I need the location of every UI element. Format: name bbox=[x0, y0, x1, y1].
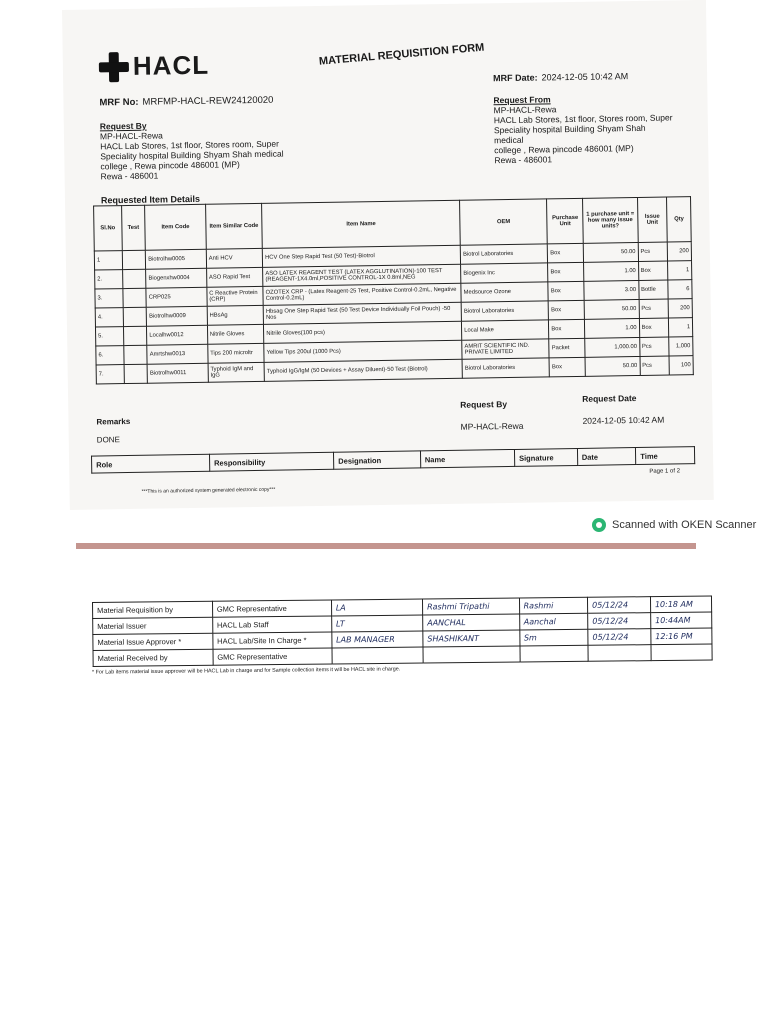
item-cell bbox=[122, 250, 146, 269]
handwritten-cell: 10:18 AM bbox=[650, 596, 711, 613]
mrf-date-value: 2024-12-05 10:42 AM bbox=[541, 71, 629, 83]
item-cell: Packet bbox=[549, 338, 585, 358]
approval-cell: GMC Representative bbox=[213, 648, 332, 665]
item-cell: Pcs bbox=[640, 356, 670, 375]
handwritten-cell: SHASHIKANT bbox=[423, 630, 520, 647]
item-cell bbox=[124, 364, 148, 383]
item-cell: Box bbox=[638, 261, 668, 280]
request-from-line: MP-HACL-Rewa bbox=[493, 104, 557, 116]
hacl-logo bbox=[99, 50, 210, 83]
item-cell: 1,000.00 bbox=[585, 337, 640, 357]
logo-text: HACL bbox=[132, 49, 210, 81]
item-cell: Nitrile Gloves(100 pcs) bbox=[264, 321, 462, 343]
col-header: Item Name bbox=[262, 200, 461, 248]
remarks-label: Remarks bbox=[96, 416, 131, 427]
item-cell: AMRIT SCIENTIFIC IND. PRIVATE LIMITED bbox=[462, 339, 549, 359]
item-cell: 6. bbox=[96, 346, 124, 365]
item-cell bbox=[123, 326, 147, 345]
item-cell: Localhw0012 bbox=[147, 325, 208, 345]
item-cell: Box bbox=[549, 319, 585, 339]
sign-col: Signature bbox=[514, 448, 577, 466]
item-cell: Biotrol Laboratories bbox=[460, 244, 547, 264]
item-cell: 50.00 bbox=[585, 356, 640, 376]
item-cell: ASO LATEX REAGENT TEST (LATEX AGGLUTINATION)-100 TEST (REAGENT-1X4.0ml,POSITIVE CONTROL-1X 0.8ml,NEG bbox=[263, 264, 461, 286]
item-cell: Biotrolhw0005 bbox=[146, 249, 207, 269]
item-cell: 1.00 bbox=[584, 261, 639, 281]
request-by-block bbox=[100, 118, 301, 181]
item-cell: Pcs bbox=[639, 337, 669, 356]
remarks-value: DONE bbox=[96, 435, 120, 445]
request-from-label: Request From bbox=[493, 94, 551, 106]
item-cell: Biotrolhw0011 bbox=[147, 363, 208, 383]
handwritten-cell: LT bbox=[331, 615, 422, 632]
scanner-watermark bbox=[592, 518, 756, 532]
item-cell: Bottle bbox=[638, 280, 668, 299]
item-cell: 1 bbox=[669, 318, 693, 337]
item-cell: Biotrol Laboratories bbox=[462, 358, 549, 378]
item-cell: Anti HCV bbox=[206, 248, 263, 268]
item-cell: Box bbox=[548, 262, 584, 282]
request-from-line: college , Rewa pincode 486001 (MP) bbox=[494, 143, 634, 156]
handwritten-cell bbox=[588, 645, 651, 662]
handwritten-cell: LA bbox=[331, 599, 422, 616]
items-section-title: Requested Item Details bbox=[100, 193, 201, 206]
approval-cell: Material Issue Approver * bbox=[93, 633, 213, 650]
approval-cell: HACL Lab Staff bbox=[212, 616, 331, 633]
medical-cross-icon bbox=[99, 51, 129, 81]
handwritten-cell bbox=[520, 645, 589, 662]
approval-cell: Material Received by bbox=[93, 649, 213, 666]
handwritten-cell bbox=[651, 644, 712, 661]
handwritten-cell: 05/12/24 bbox=[588, 629, 651, 646]
handwritten-cell: Sm bbox=[519, 629, 588, 646]
request-by-label: Request By bbox=[99, 120, 147, 132]
request-by-footer-value: MP-HACL-Rewa bbox=[460, 420, 524, 432]
sign-col: Time bbox=[636, 447, 695, 465]
col-header: Qty bbox=[667, 197, 691, 242]
item-cell: Medsource Ozone bbox=[461, 282, 548, 302]
page-2-top-edge bbox=[76, 543, 696, 549]
request-by-line: HACL Lab Stores, 1st floor, Stores room, Super bbox=[100, 138, 279, 152]
item-cell: Biotrolhw0009 bbox=[146, 306, 207, 326]
item-cell: Nitrile Gloves bbox=[207, 324, 264, 344]
handwritten-cell: 05/12/24 bbox=[588, 597, 651, 614]
col-header: OEM bbox=[460, 199, 548, 245]
approval-cell: Material Requisition by bbox=[93, 601, 213, 618]
col-header: 1 purchase unit = how many issue units? bbox=[583, 197, 638, 243]
sign-col: Role bbox=[92, 454, 210, 473]
request-by-line: Speciality hospital Building Shyam Shah medical bbox=[100, 148, 284, 162]
item-cell: 200 bbox=[668, 242, 692, 261]
request-from-block bbox=[493, 92, 674, 165]
page-number: Page 1 of 2 bbox=[649, 468, 681, 475]
handwritten-cell: 05/12/24 bbox=[588, 613, 651, 630]
approval-cell: HACL Lab/Site In Charge * bbox=[213, 632, 332, 649]
mrf-number bbox=[99, 95, 273, 109]
item-cell: Pcs bbox=[639, 299, 669, 318]
item-cell: 100 bbox=[669, 356, 693, 375]
item-cell: Box bbox=[639, 318, 669, 337]
item-cell: C Reactive Protein (CRP) bbox=[207, 286, 264, 306]
request-from-line: Speciality hospital Building Shyam Shah medical bbox=[493, 122, 646, 146]
request-date-value: 2024-12-05 10:42 AM bbox=[582, 414, 665, 426]
item-cell: 50.00 bbox=[584, 299, 639, 319]
item-cell: 1.00 bbox=[585, 318, 640, 338]
request-by-line: MP-HACL-Rewa bbox=[99, 130, 163, 142]
request-by-line: college , Rewa pincode 486001 (MP) bbox=[100, 159, 240, 172]
col-header: Item Similar Code bbox=[205, 203, 262, 249]
approval-cell: Material Issuer bbox=[93, 617, 213, 634]
approver-footnote: * For Lab items material issue approver will be HACL Lab in charge and for Sample collection items it will be HACL site in charge. bbox=[91, 666, 401, 676]
item-cell: Box bbox=[549, 357, 585, 377]
item-cell: Typhoid IgM and IgG bbox=[208, 362, 265, 382]
scanner-text: Scanned with OKEN Scanner bbox=[612, 519, 757, 531]
item-cell: 6 bbox=[668, 280, 692, 299]
item-cell: Hbsag One Step Rapid Test (50 Test Device Individually Foil Pouch) -50 Nos bbox=[263, 302, 461, 324]
sign-col: Name bbox=[420, 449, 514, 467]
item-cell: 4. bbox=[95, 308, 123, 327]
item-cell: Pcs bbox=[638, 242, 668, 261]
item-cell: Biogenxhw0004 bbox=[146, 268, 207, 288]
mrf-no-value: MRFMP-HACL-REW24120020 bbox=[142, 94, 274, 108]
sign-col: Responsibility bbox=[209, 452, 333, 471]
signature-header-row bbox=[92, 447, 695, 473]
handwritten-cell: 10:44AM bbox=[651, 612, 712, 629]
handwritten-cell: Aanchal bbox=[519, 613, 588, 630]
request-by-footer-label: Request By bbox=[460, 399, 508, 410]
handwritten-cell: LAB MANAGER bbox=[332, 631, 423, 648]
mrf-date bbox=[493, 71, 628, 83]
item-cell: Biogenix Inc bbox=[461, 263, 548, 283]
col-header: Sl.No bbox=[94, 206, 122, 251]
request-from-line: HACL Lab Stores, 1st floor, Stores room, Super bbox=[493, 112, 673, 126]
item-cell: 3. bbox=[95, 289, 123, 308]
oken-scanner-icon bbox=[592, 518, 606, 532]
sign-col: Designation bbox=[334, 451, 421, 469]
approvals-table bbox=[92, 596, 713, 667]
handwritten-cell bbox=[423, 646, 520, 663]
handwritten-cell: Rashmi bbox=[519, 597, 588, 614]
item-cell: 50.00 bbox=[583, 242, 638, 262]
col-header: Purchase Unit bbox=[547, 198, 584, 244]
items-table bbox=[93, 193, 694, 384]
item-cell bbox=[123, 307, 147, 326]
item-cell: Yellow Tips 200ul (1000 Pcs) bbox=[264, 340, 462, 362]
item-cell: Typhoid IgG/IgM (50 Devices + Assay Diluent)-50 Test (Biotrol) bbox=[264, 359, 462, 381]
sign-col: Date bbox=[577, 448, 636, 466]
col-header: Test bbox=[121, 205, 145, 250]
item-cell: Local Make bbox=[462, 320, 549, 340]
mrf-date-label: MRF Date: bbox=[493, 72, 538, 84]
item-cell bbox=[122, 269, 146, 288]
item-cell: ASO Rapid Test bbox=[206, 267, 263, 287]
col-header: Issue Unit bbox=[637, 197, 667, 242]
item-cell: Amrtshw0013 bbox=[147, 344, 208, 364]
item-cell: Box bbox=[548, 300, 584, 320]
electronic-copy-note: ***This is an authorized system generated electronic copy*** bbox=[141, 486, 276, 495]
item-cell: 1 bbox=[94, 251, 122, 270]
col-header: Item Code bbox=[145, 204, 206, 250]
item-cell: 1,000 bbox=[669, 337, 693, 356]
approval-cell: GMC Representative bbox=[212, 600, 331, 617]
item-cell: HCV One Step Rapid Test (50 Test)-Biotrol bbox=[262, 245, 460, 267]
request-from-line: Rewa - 486001 bbox=[494, 154, 553, 166]
item-cell bbox=[123, 345, 147, 364]
item-cell: OZOTEX CRP - (Latex Reagent-25 Test, Positive Control-0.2mL, Negative Control-0.2mL) bbox=[263, 283, 461, 305]
item-cell: Box bbox=[548, 281, 584, 301]
item-cell: CRP025 bbox=[146, 287, 207, 307]
item-cell bbox=[123, 288, 147, 307]
item-cell: 7. bbox=[96, 365, 124, 384]
request-date-label: Request Date bbox=[582, 393, 637, 404]
item-cell: 1 bbox=[668, 261, 692, 280]
handwritten-cell bbox=[332, 647, 423, 664]
item-cell: Box bbox=[548, 243, 584, 263]
item-cell: 200 bbox=[668, 299, 692, 318]
item-cell: HBsAg bbox=[207, 305, 264, 325]
mrf-no-label: MRF No: bbox=[99, 96, 139, 109]
item-cell: Tips 200 microltr bbox=[208, 343, 265, 363]
handwritten-cell: 12:16 PM bbox=[651, 628, 712, 645]
item-cell: 3.00 bbox=[584, 280, 639, 300]
item-cell: 2. bbox=[95, 270, 123, 289]
item-cell: Biotrol Laboratories bbox=[461, 301, 548, 321]
form-title: MATERIAL REQUISITION FORM bbox=[318, 41, 485, 68]
request-by-line: Rewa - 486001 bbox=[100, 170, 159, 182]
item-cell: 5. bbox=[95, 327, 123, 346]
signature-table bbox=[91, 446, 695, 473]
handwritten-cell: Rashmi Tripathi bbox=[422, 598, 519, 615]
handwritten-cell: AANCHAL bbox=[423, 614, 520, 631]
requisition-page-1 bbox=[62, 0, 714, 510]
